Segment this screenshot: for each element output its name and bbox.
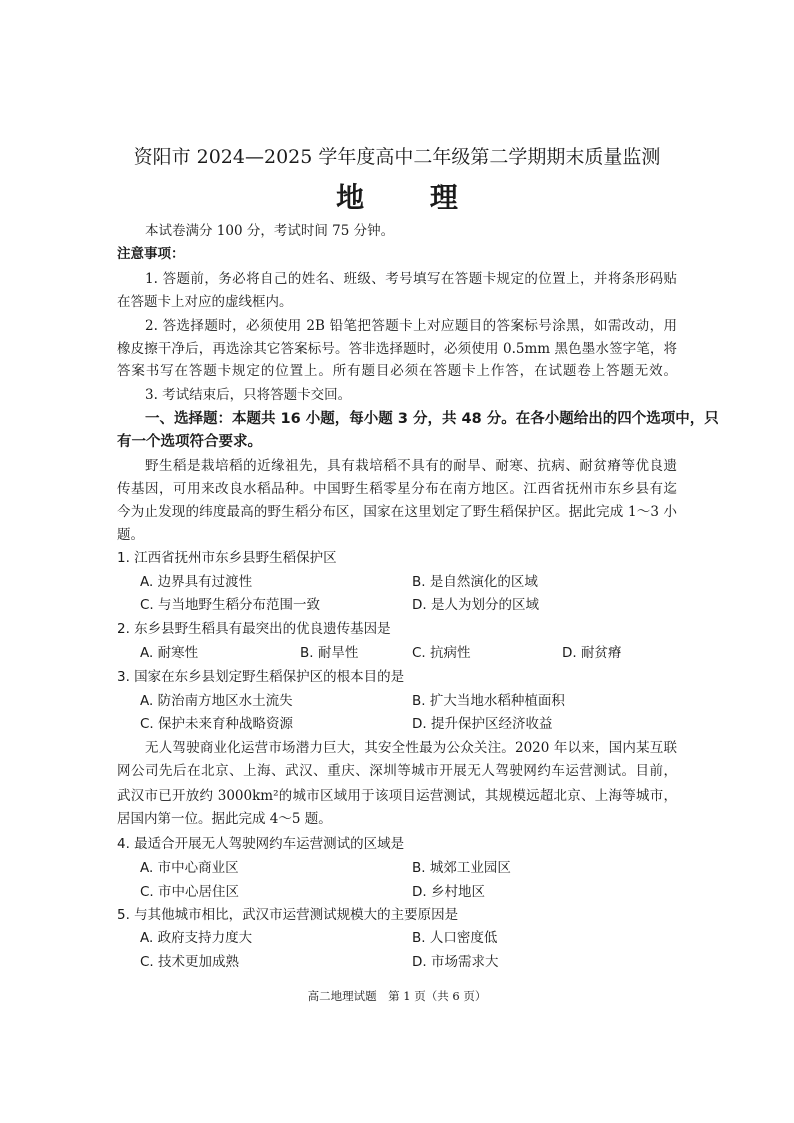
- option: B. 是自然演化的区域: [412, 574, 538, 590]
- section-heading: 一、选择题：本题共 16 小题，每小题 3 分，共 48 分。在各小题给出的四个选项中，只: [145, 411, 719, 427]
- note-line: 2. 答选择题时，必须使用 2B 铅笔把答题卡上对应题目的答案标号涂黑，如需改动，用: [145, 318, 677, 334]
- option: A. 边界具有过渡性: [140, 574, 253, 590]
- note-line: 3. 考试结束后，只将答题卡交回。: [145, 387, 352, 403]
- question-stem: 2. 东乡县野生稻具有最突出的优良遗传基因是: [117, 621, 391, 637]
- passage-line: 居国内第一位。据此完成 4～5 题。: [117, 811, 332, 827]
- passage-line: 野生稻是栽培稻的近缘祖先，具有栽培稻不具有的耐旱、耐寒、抗病、耐贫瘠等优良遗: [145, 458, 677, 474]
- passage-line: 题。: [117, 527, 144, 543]
- option: A. 防治南方地区水土流失: [140, 693, 293, 709]
- question-stem: 5. 与其他城市相比，武汉市运营测试规模大的主要原因是: [117, 907, 459, 923]
- question-stem: 1. 江西省抚州市东乡县野生稻保护区: [117, 550, 337, 566]
- option: D. 耐贫瘠: [562, 645, 622, 661]
- subject-title: 地 理: [336, 181, 486, 214]
- option: C. 保护未来育种战略资源: [140, 716, 294, 732]
- passage-line: 网公司先后在北京、上海、武汉、重庆、深圳等城市开展无人驾驶网约车运营测试。目前，: [117, 763, 677, 779]
- note-line: 答案书写在答题卡规定的位置上。所有题目必须在答题卡上作答，在试题卷上答题无效。: [117, 363, 677, 379]
- option: C. 技术更加成熟: [140, 954, 240, 970]
- option: D. 提升保护区经济收益: [412, 716, 553, 732]
- option: B. 耐旱性: [300, 645, 359, 661]
- section-heading: 有一个选项符合要求。: [117, 434, 262, 450]
- note-line: 在答题卡上对应的虚线框内。: [117, 294, 293, 310]
- option: C. 抗病性: [412, 645, 471, 661]
- option: D. 乡村地区: [412, 884, 485, 900]
- option: A. 耐寒性: [140, 645, 199, 661]
- question-stem: 3. 国家在东乡县划定野生稻保护区的根本目的是: [117, 669, 405, 685]
- passage-line: 传基因，可用来改良水稻品种。中国野生稻零星分布在南方地区。江西省抚州市东乡县有迄: [117, 481, 677, 497]
- intro-text: 本试卷满分 100 分，考试时间 75 分钟。: [145, 223, 395, 239]
- option: B. 人口密度低: [412, 930, 498, 946]
- option: C. 与当地野生稻分布范围一致: [140, 597, 321, 613]
- note-line: 橡皮擦干净后，再选涂其它答案标号。答非选择题时，必须使用 0.5mm 黑色墨水签字笔，将: [117, 341, 677, 357]
- note-line: 1. 答题前，务必将自己的姓名、班级、考号填写在答题卡规定的位置上，并将条形码贴: [145, 271, 677, 287]
- option: D. 市场需求大: [412, 954, 499, 970]
- question-stem: 4. 最适合开展无人驾驶网约车运营测试的区域是: [117, 836, 405, 852]
- option: A. 政府支持力度大: [140, 930, 253, 946]
- passage-line: 武汉市已开放约 3000km²的城市区域用于该项目运营测试，其规模远超北京、上海等城市，: [117, 788, 677, 804]
- passage-line: 今为止发现的纬度最高的野生稻分布区，国家在这里划定了野生稻保护区。据此完成 1～3 小: [117, 504, 677, 520]
- option: B. 城郊工业园区: [412, 860, 511, 876]
- passage-line: 无人驾驶商业化运营市场潜力巨大，其安全性最为公众关注。2020 年以来，国内某互联: [145, 740, 677, 756]
- notes-heading: 注意事项：: [117, 246, 185, 262]
- exam-title: 资阳市 2024—2025 学年度高中二年级第二学期期末质量监测: [133, 146, 661, 168]
- option: D. 是人为划分的区域: [412, 597, 539, 613]
- option: A. 市中心商业区: [140, 860, 239, 876]
- page-footer: 高二地理试题 第 1 页（共 6 页）: [307, 989, 487, 1003]
- option: C. 市中心居住区: [140, 884, 240, 900]
- option: B. 扩大当地水稻种植面积: [412, 693, 565, 709]
